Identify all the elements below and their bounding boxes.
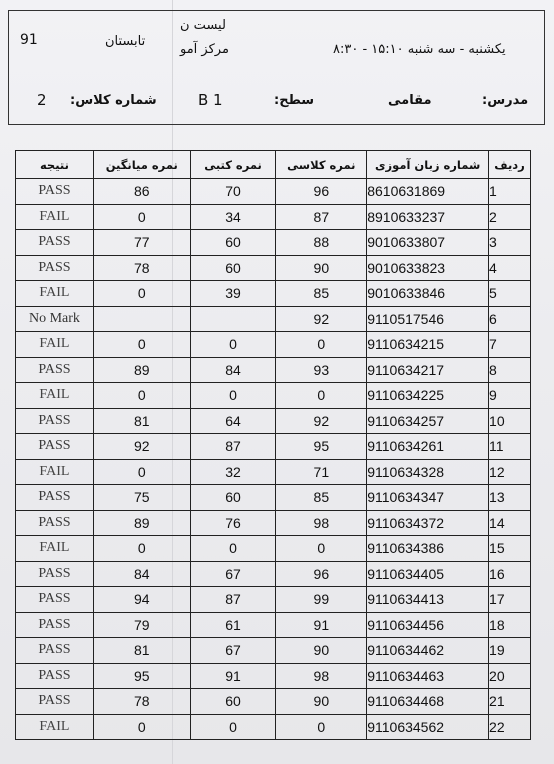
result-cell: FAIL <box>16 459 94 485</box>
student-id-cell: 9110634405 <box>367 561 489 587</box>
student-id-cell: 9110634462 <box>367 638 489 664</box>
average-score-cell: 89 <box>93 510 190 536</box>
table-row <box>16 408 531 434</box>
class-score-cell: 98 <box>276 663 367 689</box>
result-cell: PASS <box>16 230 94 256</box>
document-title: لیست ن <box>180 18 226 33</box>
class-score-cell: 85 <box>276 485 367 511</box>
class-score-cell: 90 <box>276 638 367 664</box>
result-cell: PASS <box>16 408 94 434</box>
table-row <box>16 179 531 205</box>
teacher-value: مقامی <box>388 93 432 108</box>
student-id-cell: 9110634562 <box>367 714 489 740</box>
written-score-cell: 60 <box>190 485 276 511</box>
written-score-cell: 0 <box>190 536 276 562</box>
result-cell: FAIL <box>16 281 94 307</box>
table-row <box>16 281 531 307</box>
written-score-cell: 0 <box>190 714 276 740</box>
student-id-cell: 9110634257 <box>367 408 489 434</box>
class-score-cell: 95 <box>276 434 367 460</box>
student-id-cell: 9110634217 <box>367 357 489 383</box>
row-number-cell: 21 <box>489 689 531 715</box>
row-number-cell: 9 <box>489 383 531 409</box>
average-score-cell: 0 <box>93 383 190 409</box>
average-score-cell <box>93 306 190 332</box>
result-cell: PASS <box>16 434 94 460</box>
result-cell: No Mark <box>16 306 94 332</box>
grades-table-head <box>16 151 531 179</box>
average-score-cell: 78 <box>93 689 190 715</box>
table-row <box>16 510 531 536</box>
class-score-cell: 98 <box>276 510 367 536</box>
result-cell: PASS <box>16 689 94 715</box>
written-score-cell: 39 <box>190 281 276 307</box>
class-score-cell: 87 <box>276 204 367 230</box>
average-score-cell: 0 <box>93 281 190 307</box>
header-row-number: ردیف <box>489 151 531 179</box>
student-id-cell: 9010633823 <box>367 255 489 281</box>
row-number-cell: 5 <box>489 281 531 307</box>
row-number-cell: 19 <box>489 638 531 664</box>
row-number-cell: 12 <box>489 459 531 485</box>
grades-table <box>15 150 531 740</box>
table-row <box>16 561 531 587</box>
row-number-cell: 15 <box>489 536 531 562</box>
result-cell: FAIL <box>16 204 94 230</box>
class-score-cell: 91 <box>276 612 367 638</box>
result-cell: PASS <box>16 357 94 383</box>
table-row <box>16 587 531 613</box>
average-score-cell: 84 <box>93 561 190 587</box>
average-score-cell: 86 <box>93 179 190 205</box>
written-score-cell: 87 <box>190 587 276 613</box>
row-number-cell: 1 <box>489 179 531 205</box>
average-score-cell: 81 <box>93 638 190 664</box>
row-number-cell: 8 <box>489 357 531 383</box>
written-score-cell: 87 <box>190 434 276 460</box>
table-row <box>16 230 531 256</box>
header-written-score: نمره کتبی <box>190 151 276 179</box>
average-score-cell: 0 <box>93 204 190 230</box>
header-class-score: نمره کلاسی <box>276 151 367 179</box>
training-center: مرکز آمو <box>180 42 229 57</box>
result-cell: PASS <box>16 179 94 205</box>
table-row <box>16 306 531 332</box>
table-row <box>16 689 531 715</box>
student-id-cell: 9110634413 <box>367 587 489 613</box>
year: 91 <box>20 32 38 48</box>
table-row <box>16 357 531 383</box>
written-score-cell <box>190 306 276 332</box>
class-score-cell: 0 <box>276 332 367 358</box>
row-number-cell: 20 <box>489 663 531 689</box>
row-number-cell: 2 <box>489 204 531 230</box>
student-id-cell: 9110634386 <box>367 536 489 562</box>
table-row <box>16 612 531 638</box>
result-cell: PASS <box>16 485 94 511</box>
row-number-cell: 18 <box>489 612 531 638</box>
row-number-cell: 6 <box>489 306 531 332</box>
written-score-cell: 84 <box>190 357 276 383</box>
student-id-cell: 9110634372 <box>367 510 489 536</box>
result-cell: FAIL <box>16 332 94 358</box>
header-student-id: شماره زبان آموزی <box>367 151 489 179</box>
class-score-cell: 93 <box>276 357 367 383</box>
table-row <box>16 459 531 485</box>
result-cell: PASS <box>16 561 94 587</box>
table-row <box>16 638 531 664</box>
row-number-cell: 10 <box>489 408 531 434</box>
average-score-cell: 77 <box>93 230 190 256</box>
table-row <box>16 332 531 358</box>
result-cell: PASS <box>16 612 94 638</box>
level-label: سطح: <box>274 93 315 108</box>
grades-table-body <box>16 179 531 740</box>
row-number-cell: 22 <box>489 714 531 740</box>
student-id-cell: 8610631869 <box>367 179 489 205</box>
class-score-cell: 0 <box>276 383 367 409</box>
average-score-cell: 95 <box>93 663 190 689</box>
result-cell: PASS <box>16 255 94 281</box>
average-score-cell: 0 <box>93 714 190 740</box>
written-score-cell: 91 <box>190 663 276 689</box>
table-row <box>16 485 531 511</box>
class-score-cell: 71 <box>276 459 367 485</box>
average-score-cell: 0 <box>93 536 190 562</box>
result-cell: PASS <box>16 663 94 689</box>
student-id-cell: 9010633846 <box>367 281 489 307</box>
student-id-cell: 9110634215 <box>367 332 489 358</box>
written-score-cell: 60 <box>190 230 276 256</box>
table-row <box>16 255 531 281</box>
result-cell: FAIL <box>16 383 94 409</box>
class-score-cell: 0 <box>276 714 367 740</box>
row-number-cell: 7 <box>489 332 531 358</box>
written-score-cell: 61 <box>190 612 276 638</box>
level-value: B 1 <box>198 91 223 109</box>
student-id-cell: 9110634347 <box>367 485 489 511</box>
result-cell: FAIL <box>16 714 94 740</box>
class-score-cell: 96 <box>276 179 367 205</box>
result-cell: PASS <box>16 510 94 536</box>
written-score-cell: 67 <box>190 638 276 664</box>
class-score-cell: 90 <box>276 255 367 281</box>
average-score-cell: 0 <box>93 459 190 485</box>
row-number-cell: 4 <box>489 255 531 281</box>
written-score-cell: 34 <box>190 204 276 230</box>
class-score-cell: 85 <box>276 281 367 307</box>
header-result: نتیجه <box>16 151 94 179</box>
row-number-cell: 13 <box>489 485 531 511</box>
row-number-cell: 17 <box>489 587 531 613</box>
term: تابستان <box>105 34 146 49</box>
written-score-cell: 32 <box>190 459 276 485</box>
average-score-cell: 89 <box>93 357 190 383</box>
table-row <box>16 536 531 562</box>
written-score-cell: 0 <box>190 383 276 409</box>
average-score-cell: 0 <box>93 332 190 358</box>
result-cell: PASS <box>16 638 94 664</box>
class-number-value: 2 <box>37 91 47 109</box>
average-score-cell: 94 <box>93 587 190 613</box>
written-score-cell: 76 <box>190 510 276 536</box>
row-number-cell: 3 <box>489 230 531 256</box>
student-id-cell: 9010633807 <box>367 230 489 256</box>
table-row <box>16 434 531 460</box>
average-score-cell: 79 <box>93 612 190 638</box>
written-score-cell: 67 <box>190 561 276 587</box>
student-id-cell: 9110634328 <box>367 459 489 485</box>
average-score-cell: 92 <box>93 434 190 460</box>
class-score-cell: 92 <box>276 306 367 332</box>
result-cell: PASS <box>16 587 94 613</box>
written-score-cell: 60 <box>190 255 276 281</box>
student-id-cell: 9110634468 <box>367 689 489 715</box>
average-score-cell: 75 <box>93 485 190 511</box>
class-score-cell: 92 <box>276 408 367 434</box>
written-score-cell: 0 <box>190 332 276 358</box>
teacher-label: مدرس: <box>482 93 529 108</box>
written-score-cell: 70 <box>190 179 276 205</box>
table-row <box>16 663 531 689</box>
class-score-cell: 88 <box>276 230 367 256</box>
result-cell: FAIL <box>16 536 94 562</box>
student-id-cell: 9110517546 <box>367 306 489 332</box>
table-row <box>16 204 531 230</box>
student-id-cell: 9110634463 <box>367 663 489 689</box>
average-score-cell: 81 <box>93 408 190 434</box>
row-number-cell: 11 <box>489 434 531 460</box>
class-score-cell: 99 <box>276 587 367 613</box>
student-id-cell: 9110634261 <box>367 434 489 460</box>
student-id-cell: 8910633237 <box>367 204 489 230</box>
class-score-cell: 96 <box>276 561 367 587</box>
header-average-score: نمره میانگین <box>93 151 190 179</box>
average-score-cell: 78 <box>93 255 190 281</box>
class-schedule: یکشنبه - سه شنبه ۱۵:۱۰ - ۸:۳۰ <box>333 42 506 57</box>
row-number-cell: 14 <box>489 510 531 536</box>
written-score-cell: 60 <box>190 689 276 715</box>
student-id-cell: 9110634456 <box>367 612 489 638</box>
class-number-label: شماره کلاس: <box>70 93 157 108</box>
row-number-cell: 16 <box>489 561 531 587</box>
class-score-cell: 0 <box>276 536 367 562</box>
table-row <box>16 383 531 409</box>
table-row <box>16 714 531 740</box>
written-score-cell: 64 <box>190 408 276 434</box>
class-score-cell: 90 <box>276 689 367 715</box>
student-id-cell: 9110634225 <box>367 383 489 409</box>
